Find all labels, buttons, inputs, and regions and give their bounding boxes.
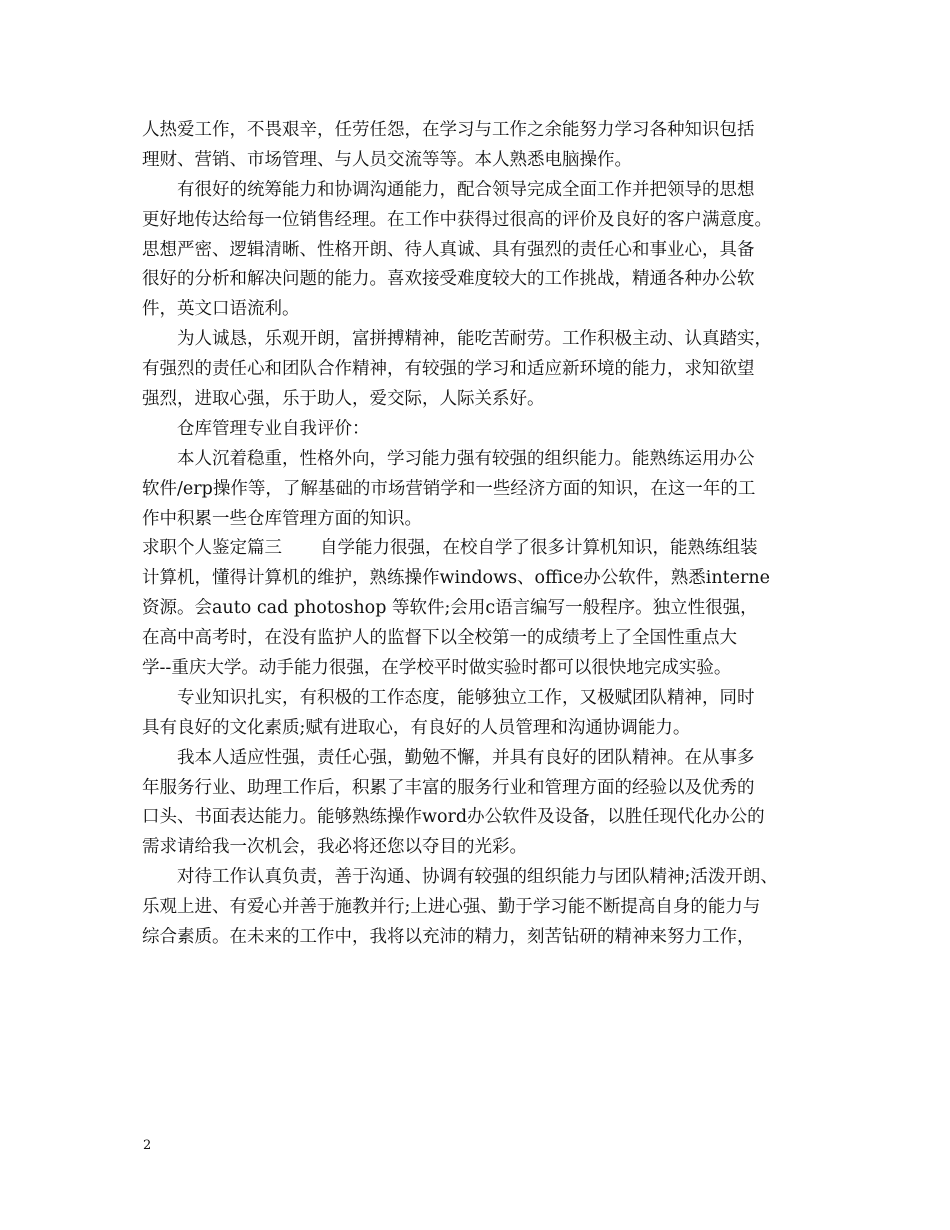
text-line: 年服务行业、助理工作后，积累了丰富的服务行业和管理方面的经验以及优秀的 [142, 777, 755, 798]
subheading-line: 仓库管理专业自我评价： [177, 418, 370, 439]
text-line: 我本人适应性强，责任心强，勤勉不懈，并具有良好的团队精神。在从事多 [177, 747, 755, 768]
text-line: 强烈，进取心强，乐于助人，爱交际，人际关系好。 [142, 389, 545, 410]
text-line: 很好的分析和解决问题的能力。喜欢接受难度较大的工作挑战，精通各种办公软 [142, 269, 755, 290]
text-line: 学--重庆大学。动手能力很强，在学校平时做实验时都可以很快地完成实验。 [142, 658, 732, 679]
document-body [142, 116, 822, 953]
section-heading-text: 自学能力很强，在校自学了很多计算机知识，能熟练组装 [320, 538, 758, 559]
text-line: 乐观上进、有爱心并善于施教并行;上进心强、勤于学习能不断提高自身的能力与 [142, 897, 761, 918]
text-line: 件，英文口语流利。 [142, 299, 300, 320]
page-number: 2 [143, 1138, 152, 1153]
text-line: 理财、营销、市场管理、与人员交流等等。本人熟悉电脑操作。 [142, 149, 632, 170]
text-line: 为人诚恳，乐观开朗，富拼搏精神，能吃苦耐劳。工作积极主动、认真踏实， [177, 329, 772, 350]
text-line: 具有良好的文化素质;赋有进取心，有良好的人员管理和沟通协调能力。 [142, 717, 691, 738]
text-line: 人热爱工作，不畏艰辛，任劳任怨，在学习与工作之余能努力学习各种知识包括 [142, 120, 755, 140]
text-line: 软件/erp操作等，了解基础的市场营销学和一些经济方面的知识，在这一年的工 [142, 478, 756, 499]
text-line: 需求请给我一次机会，我必将还您以夺目的光彩。 [142, 837, 527, 858]
text-line: 有强烈的责任心和团队合作精神，有较强的学习和适应新环境的能力，求知欲望 [142, 359, 755, 380]
section-heading-line [142, 534, 822, 564]
text-line: 计算机，懂得计算机的维护，熟练操作windows、office办公软件，熟悉interne [142, 568, 771, 589]
text-line: 更好地传达给每一位销售经理。在工作中获得过很高的评价及良好的客户满意度。 [142, 209, 772, 230]
text-line: 对待工作认真负责，善于沟通、协调有较强的组织能力与团队精神;活泼开朗、 [177, 867, 778, 888]
text-line: 口头、书面表达能力。能够熟练操作word办公软件及设备，以胜任现代化办公的 [142, 807, 765, 828]
text-line: 资源。会auto cad photoshop 等软件;会用c语言编写一般程序。独立性很强， [142, 598, 758, 619]
text-line: 综合素质。在未来的工作中，我将以充沛的精力，刻苦钻研的精神来努力工作， [142, 927, 755, 948]
text-line: 思想严密、逻辑清晰、性格开朗、待人真诚、具有强烈的责任心和事业心，具备 [142, 239, 755, 260]
text-line: 专业知识扎实，有积极的工作态度，能够独立工作，又极赋团队精神，同时 [177, 687, 755, 708]
text-line: 有很好的统筹能力和协调沟通能力，配合领导完成全面工作并把领导的思想 [177, 179, 755, 200]
text-line: 在高中高考时，在没有监护人的监督下以全校第一的成绩考上了全国性重点大 [142, 628, 737, 649]
section-heading: 求职个人鉴定篇三 [142, 538, 282, 559]
text-line: 本人沉着稳重，性格外向，学习能力强有较强的组织能力。能熟练运用办公 [177, 448, 755, 469]
text-line: 作中积累一些仓库管理方面的知识。 [142, 508, 422, 529]
